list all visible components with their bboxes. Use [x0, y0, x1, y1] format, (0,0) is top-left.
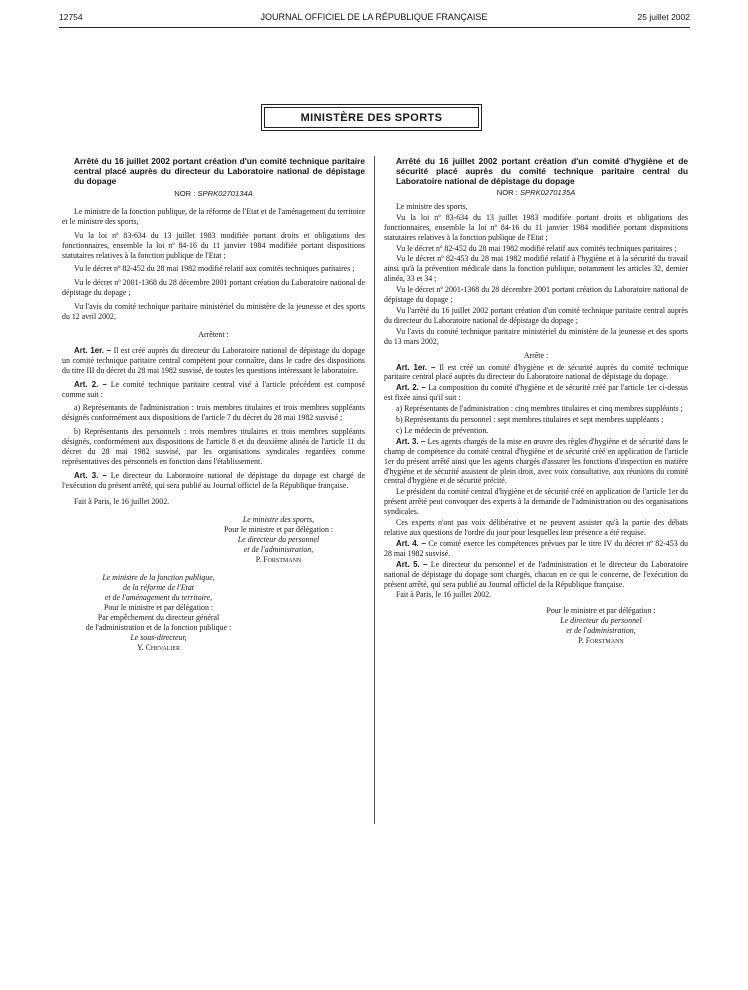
- paragraph: Vu la loi nº 83-634 du 13 juillet 1983 modifiée portant droits et obligations des fonctionnaires, ensemble la loi nº 84-16 du 11 janvier 1984 modifiée portant dispositions statutaires relatives à la fonction publique de l'Etat ;: [384, 212, 688, 242]
- article-text: Le directeur du personnel et de l'administration et le directeur du Laboratoire national de dépistage du dopage sont chargés, chacun en ce qui le concerne, de l'exécution du présent arrêté, qui sera publié au Journal officiel de la République française.: [384, 559, 688, 589]
- signature-line: Le ministre de la fonction publique,: [102, 572, 215, 582]
- signature-block-sports: [62, 515, 365, 565]
- article-2-item-a: a) Représentants de l'administration : trois membres titulaires et trois membres suppléants désignés conformément aux dispositions de l'article 7 du décret du 28 mai 1982 susvisé ;: [62, 403, 365, 423]
- nor-reference: [62, 189, 365, 199]
- signature-line: et de l'aménagement du territoire,: [104, 592, 213, 602]
- nor-reference: [384, 188, 688, 198]
- paragraph: Le ministre des sports,: [396, 201, 468, 211]
- signature-line: de l'administration et de la fonction publique :: [85, 622, 232, 632]
- nor-code: SPRK0270134A: [197, 189, 253, 198]
- paragraph: Le ministre de la fonction publique, de la réforme de l'Etat et de l'aménagement du territoire et le ministre des sports,: [62, 206, 365, 226]
- article-5: [384, 560, 688, 590]
- signatory-name: Y. Chevalier: [136, 642, 181, 652]
- signing-place-date: Fait à Paris, le 16 juillet 2002.: [396, 590, 492, 600]
- nor-label: NOR :: [174, 189, 196, 198]
- paragraph: Vu le décret nº 2001-1368 du 28 décembre 2001 portant création du Laboratoire national de dépistage du dopage ;: [384, 285, 688, 305]
- paragraph: Vu l'avis du comité technique paritaire ministériel du ministère de la jeunesse et des sports du 12 avril 2002,: [62, 302, 365, 322]
- decree-title: Arrêté du 16 juillet 2002 portant création d'un comité d'hygiène et de sécurité placé auprès du comité technique paritaire central du Laboratoire national de dépistage du dopage: [396, 156, 688, 186]
- nor-label: NOR :: [496, 188, 518, 197]
- article-label: Art. 1er. –: [74, 345, 112, 355]
- article-2-item-c: c) Le médecin de prévention.: [396, 425, 489, 435]
- signature-line: et de l'administration,: [566, 626, 636, 636]
- article-text: Il est créé un comité d'hygiène et de sécurité auprès du comité technique paritaire central placé auprès du directeur du Laboratoire national de dépistage du dopage.: [384, 362, 688, 382]
- signatory-name: P. Forstmann: [578, 636, 624, 646]
- header-divider: [59, 27, 690, 28]
- article-label: Art. 2. –: [74, 379, 107, 389]
- article-text: Le comité technique paritaire central visé à l'article précédent est composé comme suit :: [62, 379, 365, 399]
- issue-date: 25 juillet 2002: [637, 12, 690, 22]
- signature-line: Le ministre des sports,: [242, 514, 315, 524]
- signature-block-fonction-publique: [62, 573, 365, 653]
- paragraph: Vu le décret nº 82-453 du 28 mai 1982 modifié relatif à l'hygiène et à la sécurité du travail ainsi qu'à la prévention médicale dans la fonction publique, notamment les articles 32, dernier alinéa, 33 et 34 ;: [384, 254, 688, 284]
- article-2: [384, 383, 688, 403]
- signature-line: Pour le ministre et par délégation :: [546, 606, 656, 616]
- arretent-heading: Arrêtent :: [198, 329, 229, 339]
- arrete-heading: Arrête :: [523, 350, 549, 360]
- article-label: Art. 2. –: [396, 383, 426, 393]
- article-2-item-b: b) Représentants des personnels : trois membres titulaires et trois membres suppléants désignés, conformément aux dispositions de l'article 8 et du deuxième alinéa de l'article 11 du décret du 28 mai 1982 susvisé, par les organisations syndicales regardées comme représentatives des personnels en fonction dans l'établissement.: [62, 427, 365, 466]
- article-label: Art. 4. –: [396, 538, 426, 548]
- paragraph: Vu le décret nº 82-452 du 28 mai 1982 modifié relatif aux comités techniques paritaires ;: [74, 264, 355, 274]
- article-1: [384, 363, 688, 383]
- article-label: Art. 5. –: [396, 559, 428, 569]
- paragraph: Ces experts n'ont pas voix délibérative et ne peuvent assister qu'à la partie des débats relative aux questions de l'ordre du jour pour lesquelles leur présence a été requise.: [384, 518, 688, 537]
- signatory-name: P. Forstmann: [255, 554, 302, 564]
- ministry-heading: MINISTÈRE DES SPORTS: [264, 107, 479, 128]
- decree-title: Arrêté du 16 juillet 2002 portant création d'un comité technique paritaire central placé auprès du directeur du Laboratoire national de dépistage du dopage: [74, 156, 365, 186]
- article-2-item-b: b) Représentants du personnel : sept membres titulaires et sept membres suppléants ;: [396, 415, 664, 425]
- article-text: Le directeur du Laboratoire national de dépistage du dopage est chargé de l'exécution du présent arrêté, qui sera publié au Journal officiel de la République française.: [62, 470, 366, 490]
- signature-line: et de l'administration,: [243, 544, 314, 554]
- column-divider: [374, 156, 375, 824]
- journal-title: JOURNAL OFFICIEL DE LA RÉPUBLIQUE FRANÇAISE: [260, 12, 488, 22]
- signature-line: Pour le ministre et par délégation :: [223, 524, 334, 534]
- signature-line: de la réforme de l'Etat: [123, 582, 194, 592]
- signature-line: Par empêchement du directeur général: [97, 612, 220, 622]
- article-3: [62, 471, 365, 491]
- paragraph: Vu l'arrêté du 16 juillet 2002 portant création d'un comité technique paritaire central auprès du directeur du Laboratoire national de dépistage du dopage ;: [384, 305, 688, 325]
- article-label: Art. 1er. –: [396, 362, 436, 372]
- left-column: [62, 156, 365, 653]
- page-number: 12754: [59, 12, 83, 22]
- right-column: [384, 156, 688, 646]
- article-4: [384, 539, 688, 559]
- paragraph: Vu la loi nº 83-634 du 13 juillet 1983 modifiée portant droits et obligations des fonctionnaires, ensemble la loi nº 84-16 du 11 janvier 1984 modifiée portant dispositions statutaires relatives à la fonction publique de l'Etat ;: [62, 230, 365, 260]
- article-text: Ce comité exerce les compétences prévues par le titre IV du décret nº 82-453 du 28 mai 1982 susvisé.: [384, 538, 688, 558]
- article-text: La composition du comité d'hygiène et de sécurité créé par l'article 1er ci-dessus est fixée ainsi qu'il suit :: [384, 383, 688, 403]
- signing-place-date: Fait à Paris, le 16 juillet 2002.: [74, 496, 170, 506]
- article-label: Art. 3. –: [396, 436, 426, 446]
- article-2-item-a: a) Représentants de l'administration : cinq membres titulaires et cinq membres suppléants ;: [396, 404, 683, 414]
- signature-line: Le directeur du personnel: [560, 616, 642, 626]
- page-header: [0, 12, 748, 26]
- nor-code: SPRK0270135A: [519, 188, 576, 197]
- article-label: Art. 3. –: [74, 470, 107, 480]
- paragraph: Vu le décret nº 2001-1368 du 28 décembre 2001 portant création du Laboratoire national de dépistage du dopage ;: [62, 278, 365, 298]
- signature-line: Le sous-directeur,: [130, 632, 187, 642]
- paragraph: Le président du comité central d'hygiène et de sécurité créé en application de l'article 1er du présent arrêté peut convoquer des experts à la demande de l'administration ou des organisations syndicales.: [384, 487, 688, 517]
- article-3: [384, 437, 688, 487]
- article-2: [62, 380, 365, 400]
- article-1: [62, 346, 365, 376]
- paragraph: Vu l'avis du comité technique paritaire ministériel du ministère de la jeunesse et des sports du 13 mars 2002,: [384, 326, 688, 346]
- signature-line: Pour le ministre et par délégation :: [103, 602, 214, 612]
- paragraph: Vu le décret nº 82-452 du 28 mai 1982 modifié relatif aux comités techniques paritaires ;: [396, 243, 677, 253]
- signature-line: Le directeur du personnel: [237, 534, 320, 544]
- signature-block: [384, 606, 688, 646]
- article-text: Il est créé auprès du directeur du Laboratoire national de dépistage du dopage un comité technique paritaire central compétent pour connaître, dans le cadre des dispositions du titre III du décret du 28 mai 1982 susvisé, de toutes les questions intéressant le laboratoire.: [62, 345, 365, 375]
- ministry-heading-box: [261, 104, 482, 131]
- article-text: Les agents chargés de la mise en œuvre des règles d'hygiène et de sécurité dans le champ de compétence du comité central d'hygiène et de sécurité créé en application de l'article 1er du présent arrêté ainsi que les agents chargés d'assurer les fonctions d'inspection en matière d'hygiène et de sécurité assistent de plein droit, avec voix consultative, aux réunions du comité central d'hygiène et de sécurité précité.: [384, 436, 688, 486]
